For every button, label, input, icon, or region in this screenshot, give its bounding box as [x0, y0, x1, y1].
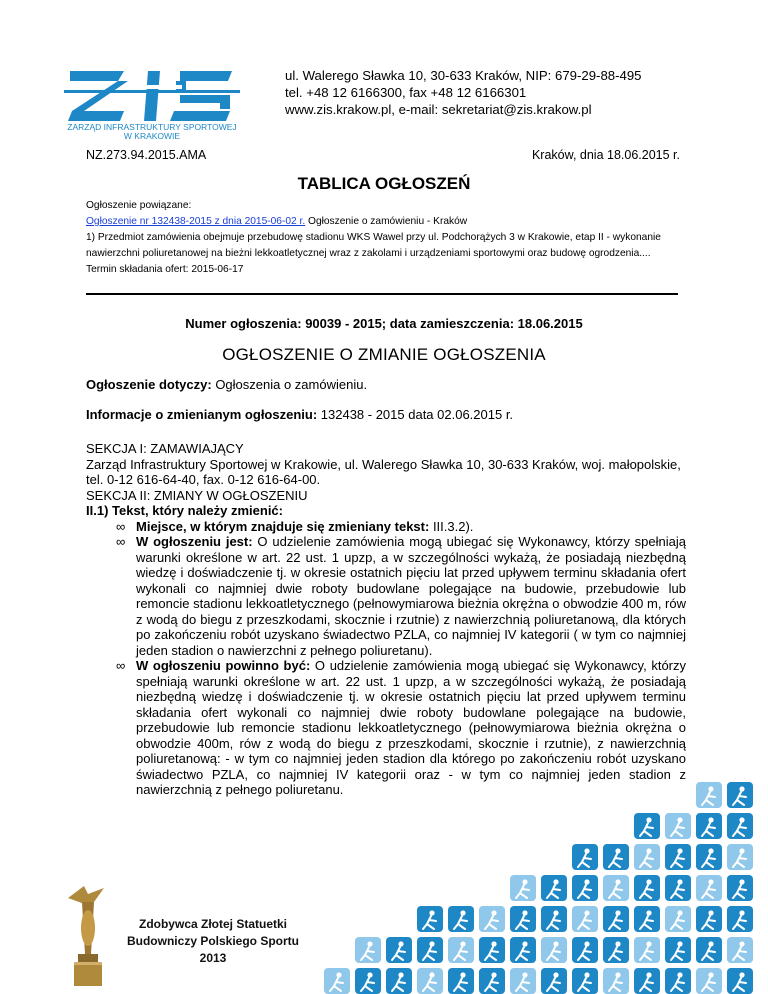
bullet-icon: ∞: [116, 658, 126, 673]
related-deadline: Termin składania ofert: 2015-06-17: [86, 264, 244, 275]
phone-line: tel. +48 12 6166300, fax +48 12 6166301: [285, 85, 527, 100]
sport-pictogram-icon: [634, 844, 660, 870]
sport-pictogram-icon: [634, 813, 660, 839]
sport-pictogram-icon: [603, 937, 629, 963]
address-line: ul. Walerego Sławka 10, 30-633 Kraków, NIP: 679-29-88-495: [285, 68, 642, 83]
section1-body: Zarząd Infrastruktury Sportowej w Krakowie, ul. Walerego Sławka 10, 30-633 Kraków, woj. małopolskie, tel. 0-12 616-64-40, fax. 0-12 616-64-00.: [86, 456, 681, 487]
sport-pictogram-icon: [634, 937, 660, 963]
item-text: III.3.2).: [429, 518, 474, 534]
sport-pictogram-icon: [665, 906, 691, 932]
sport-pictogram-icon: [696, 782, 722, 808]
sport-pictogram-icon: [665, 875, 691, 901]
section1-title: SEKCJA I: ZAMAWIAJĄCY: [86, 441, 244, 456]
related-link-suffix: Ogłoszenie o zamówieniu - Kraków: [305, 216, 468, 227]
sport-pictogram-icon: [634, 906, 660, 932]
concerns-value: Ogłoszenia o zamówieniu.: [211, 377, 368, 392]
sport-pictogram-icon: [727, 844, 753, 870]
sport-pictogram-icon: [417, 906, 443, 932]
sport-pictogram-icon: [448, 906, 474, 932]
award-line2: Budowniczy Polskiego Sportu: [126, 934, 299, 948]
sport-pictogram-icon: [510, 937, 536, 963]
sport-pictogram-icon: [572, 968, 598, 994]
changed-info-value: 132438 - 2015 data 02.06.2015 r.: [317, 407, 514, 422]
sport-pictogram-icon: [665, 844, 691, 870]
sport-pictogram-icon: [727, 937, 753, 963]
sport-pictogram-icon: [634, 875, 660, 901]
sport-pictogram-icon: [603, 906, 629, 932]
item-text: O udzielenie zamówienia mogą ubiegać się Wykonawcy, którzy spełniają warunki określone w art. 22 ust. 1 upzp, a w szczególności wykażą, że posiadają niezbędną wiedzę i doświadczenie tj. w okresie ostatnich pięciu lat przed upływem terminu składania ofert wykonali co najmniej dwie roboty budowlane polegające na budowie, przebudowie lub remoncie stadionu lekkoatletycznego (pełnowymiarowa bieżnia okrężna o obwodzie 400 m, rów z wodą do biegu z przeszkodami, skocznie i rzutnie) z nawierzchnią poliuretanową, dla których po zakończeniu robót uzyskano świadectwo PZLA, co najmniej IV kategorii ( w tym co najmniej jeden stadion o nawierzchni z pełnego poliuretanu).: [136, 534, 686, 658]
award-line3: 2013: [199, 951, 227, 965]
concerns-line: [86, 377, 367, 392]
sport-pictogram-icon: [603, 844, 629, 870]
sport-pictogram-icon: [665, 937, 691, 963]
sport-pictogram-icon: [665, 968, 691, 994]
sport-pictogram-icon: [448, 937, 474, 963]
changed-info-line: [86, 407, 513, 422]
document-date: Kraków, dnia 18.06.2015 r.: [531, 148, 680, 162]
reference-number: NZ.273.94.2015.AMA: [86, 148, 207, 162]
related-description: 1) Przedmiot zamówienia obejmuje przebudowę stadionu WKS Wawel przy ul. Podchorążych 3 w Krakowie, etap II - wykonanie nawierzchni poliuretanowej na bieżni lekkoatletycznej wraz z zakolami i urządzeniami sportowymi oraz budowę ogrodzenia....: [86, 232, 661, 259]
sport-pictogram-icon: [696, 875, 722, 901]
sections-body: [86, 441, 686, 798]
sport-pictogram-icon: [541, 906, 567, 932]
award-line1: Zdobywca Złotej Statuetki: [138, 917, 288, 931]
list-item: [116, 658, 686, 798]
sport-pictogram-icon: [727, 813, 753, 839]
related-notice: [86, 198, 686, 278]
concerns-label: Ogłoszenie dotyczy:: [86, 377, 212, 392]
sport-pictogram-icon: [572, 875, 598, 901]
sport-pictogram-icon: [417, 968, 443, 994]
sport-pictogram-icon: [727, 968, 753, 994]
related-link-row: [86, 214, 686, 230]
award-text: [118, 916, 308, 967]
sport-pictogram-icon: [696, 906, 722, 932]
item-label: W ogłoszeniu powinno być:: [136, 658, 311, 673]
logo-caption: [62, 123, 242, 141]
sport-pictogram-icon: [727, 906, 753, 932]
sport-pictogram-icon: [541, 937, 567, 963]
logo-caption-line1: ZARZĄD INFRASTRUKTURY SPORTOWEJ: [67, 122, 237, 132]
sport-pictogram-icon: [696, 813, 722, 839]
sport-pictogram-icon: [417, 937, 443, 963]
section2-subtitle: II.1) Tekst, który należy zmienić:: [86, 503, 283, 518]
related-heading: Ogłoszenie powiązane:: [86, 200, 192, 211]
address-block: [285, 67, 642, 118]
sport-pictogram-icon: [696, 968, 722, 994]
sport-pictogram-icon: [479, 906, 505, 932]
section2-title: SEKCJA II: ZMIANY W OGŁOSZENIU: [86, 487, 308, 503]
change-list: [86, 519, 686, 798]
sport-pictogram-icon: [355, 968, 381, 994]
sport-pictogram-icon: [603, 968, 629, 994]
sport-pictogram-icon: [386, 937, 412, 963]
sport-pictogram-icon: [665, 813, 691, 839]
bullet-icon: ∞: [116, 518, 126, 534]
sport-pictogram-icon: [355, 937, 381, 963]
list-item: [116, 534, 686, 658]
sport-pictogram-icon: [572, 937, 598, 963]
sport-pictograms: [320, 780, 768, 994]
related-notice-link[interactable]: Ogłoszenie nr 132438-2015 z dnia 2015-06-02 r.: [86, 216, 306, 227]
sport-pictogram-icon: [727, 782, 753, 808]
sport-pictogram-icon: [448, 968, 474, 994]
sport-pictogram-icon: [696, 937, 722, 963]
sport-pictogram-icon: [510, 906, 536, 932]
logo-caption-line2: W KRAKOWIE: [123, 131, 181, 141]
list-item: [116, 519, 686, 535]
sport-pictogram-icon: [727, 875, 753, 901]
sport-pictogram-icon: [696, 844, 722, 870]
sport-pictogram-icon: [572, 906, 598, 932]
sport-pictogram-icon: [634, 968, 660, 994]
statuette-icon: [64, 884, 110, 989]
item-label: Miejsce, w którym znajduje się zmieniany tekst:: [136, 518, 430, 534]
item-text: O udzielenie zamówienia mogą ubiegać się Wykonawcy, którzy spełniają warunki określone w art. 22 ust. 1 upzp, a w szczególności wykażą, że posiadają niezbędną wiedzę i doświadczenie tj. w okresie ostatnich pięciu lat przed upływem terminu składania ofert wykonali co najmniej dwie roboty budowlane polegające na budowie, przebudowie lub remoncie stadionu lekkoatletycznego (pełnowymiarowa bieżnia okrężna o obwodzie 400m, rów z wodą do biegu z przeszkodami, skocznie i rzutnie), z nawierzchnią poliuretanową: - w tym co najmniej jeden stadion dla którego po zakończeniu robót uzyskano świadectwo PZLA, co najmniej IV kategorii oraz - w tym co najmniej jeden stadion z nawierzchnią z pełnego poliuretanu.: [136, 658, 687, 797]
board-title: TABLICA OGŁOSZEŃ: [297, 174, 471, 193]
sport-pictogram-icon: [603, 875, 629, 901]
changed-info-label: Informacje o zmienianym ogłoszeniu:: [86, 407, 318, 422]
sport-pictogram-icon: [386, 968, 412, 994]
notice-number: Numer ogłoszenia: 90039 - 2015; data zamieszczenia: 18.06.2015: [185, 316, 583, 331]
sport-pictogram-icon: [479, 937, 505, 963]
sport-pictogram-icon: [510, 968, 536, 994]
sport-pictogram-icon: [541, 875, 567, 901]
sport-pictogram-icon: [572, 844, 598, 870]
change-title: OGŁOSZENIE O ZMIANIE OGŁOSZENIA: [222, 345, 546, 364]
item-label: W ogłoszeniu jest:: [136, 534, 253, 549]
sport-pictogram-icon: [541, 968, 567, 994]
divider: [86, 293, 678, 295]
web-email-line: www.zis.krakow.pl, e-mail: sekretariat@zis.krakow.pl: [285, 102, 592, 117]
sport-pictogram-icon: [324, 968, 350, 994]
bullet-icon: ∞: [116, 534, 126, 549]
sport-pictogram-icon: [510, 875, 536, 901]
sport-pictogram-icon: [479, 968, 505, 994]
